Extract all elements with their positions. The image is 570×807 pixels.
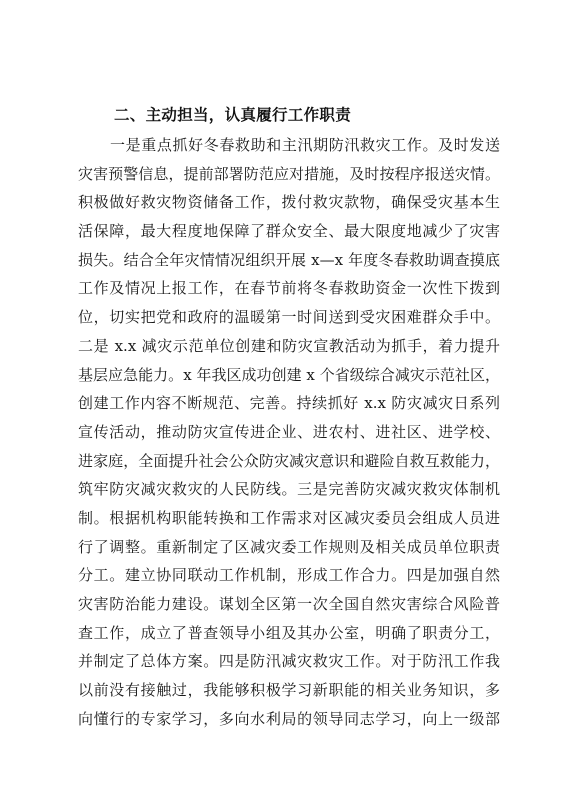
paragraph-line: 向懂行的专家学习，多向水利局的领导同志学习，向上一级部 (78, 709, 500, 728)
paragraph-line: 分工。建立协同联动工作机制，形成工作合力。四是加强自然 (78, 566, 500, 585)
paragraph-line: 以前没有接触过，我能够积极学习新职能的相关业务知识，多 (78, 681, 500, 700)
paragraph-line: 并制定了总体方案。四是防汛减灾救灾工作。对于防汛工作我 (78, 652, 500, 671)
paragraph-line: 筑牢防灾减灾救灾的人民防线。三是完善防灾减灾救灾体制机 (78, 480, 500, 499)
paragraph-line: 活保障，最大程度地保障了群众安全、最大限度地减少了灾害 (78, 222, 500, 241)
paragraph-line: 灾害防治能力建设。谋划全区第一次全国自然灾害综合风险普 (78, 595, 500, 613)
body-paragraph (78, 131, 500, 733)
paragraph-line: 积极做好救灾物资储备工作，拨付救灾款物，确保受灾基本生 (78, 193, 500, 212)
paragraph-line: 一是重点抓好冬春救助和主汛期防汛救灾工作。及时发送 (110, 136, 500, 154)
paragraph-line: 宣传活动，推动防灾宣传进企业、进农村、进社区、进学校、 (78, 422, 500, 441)
paragraph-line: 行了调整。重新制定了区减灾委工作规则及相关成员单位职责 (78, 537, 500, 556)
paragraph-line: 位，切实把党和政府的温暖第一时间送到受灾困难群众手中。 (78, 308, 500, 327)
paragraph-line: 制。根据机构职能转换和工作需求对区减灾委员会组成人员进 (78, 508, 500, 527)
paragraph-line: 灾害预警信息，提前部署防范应对措施，及时按程序报送灾情。 (78, 164, 500, 183)
paragraph-line: 二是 x.x 减灾示范单位创建和防灾宣教活动为抓手，着力提升 (78, 336, 500, 355)
paragraph-line: 创建工作内容不断规范、完善。持续抓好 x.x 防灾减灾日系列 (78, 394, 500, 413)
paragraph-line: 工作及情况上报工作，在春节前将冬春救助资金一次性下拨到 (78, 279, 500, 298)
paragraph-line: 查工作，成立了普查领导小组及其办公室，明确了职责分工， (78, 623, 500, 642)
section-heading: 二、主动担当，认真履行工作职责 (114, 106, 352, 124)
paragraph-line: 损失。结合全年灾情情况组织开展 x—x 年度冬春救助调查摸底 (78, 250, 500, 269)
paragraph-line: 基层应急能力。x 年我区成功创建 x 个省级综合减灾示范社区， (78, 365, 500, 384)
paragraph-line: 进家庭，全面提升社会公众防灾减灾意识和避险自救互救能力， (78, 451, 500, 470)
